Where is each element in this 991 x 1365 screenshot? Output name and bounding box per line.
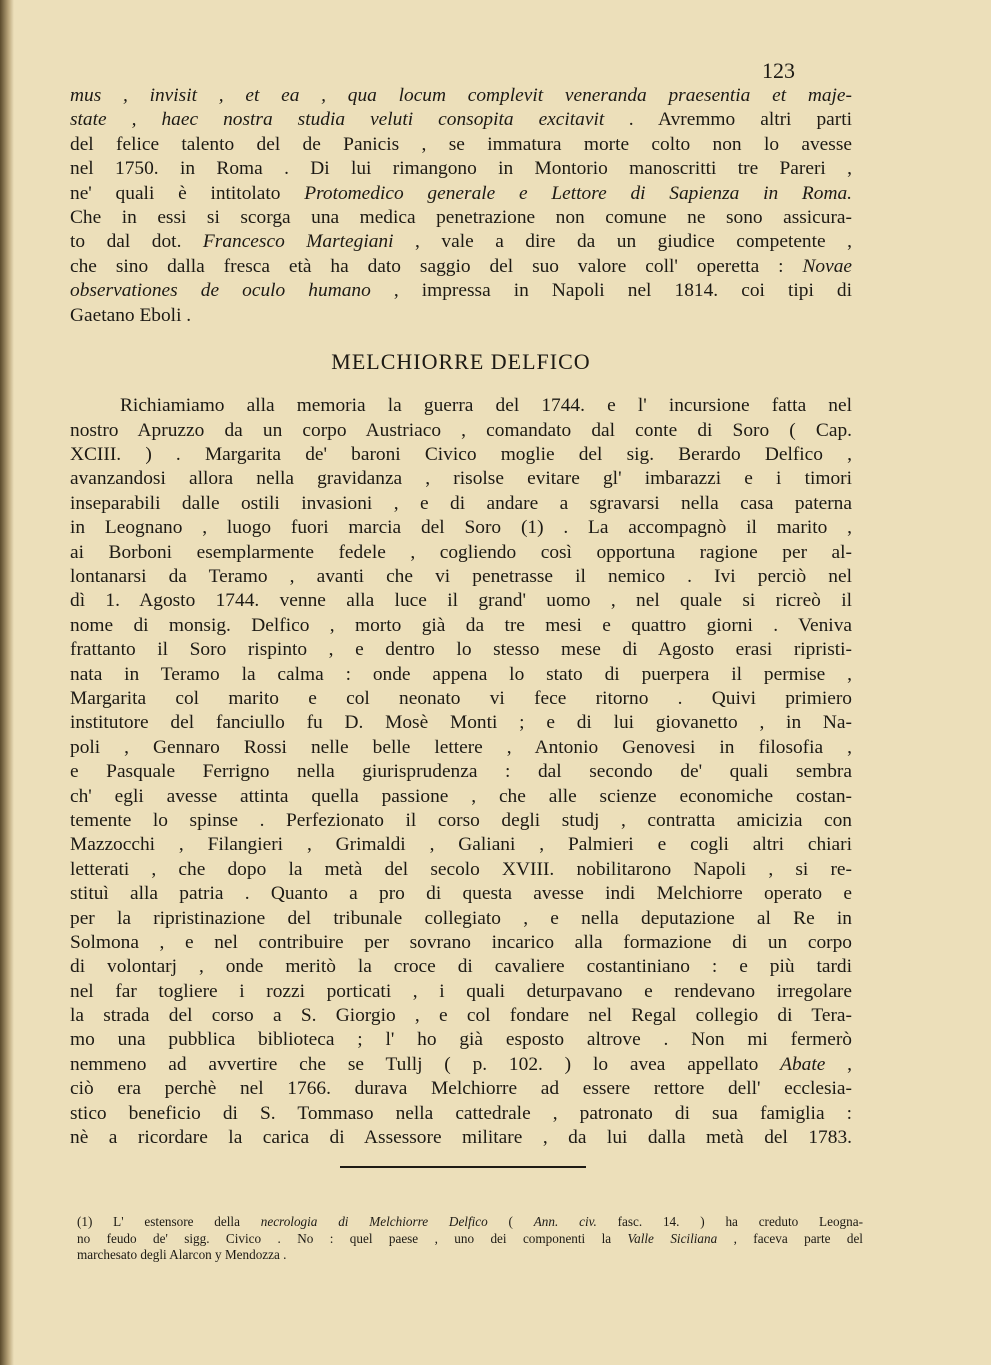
- text-line: state , haec nostra studia veluti consopita excitavit . Avremmo altri parti: [70, 109, 852, 131]
- text-line: ai Borboni esemplarmente fedele , cogliendo così opportuna ragione per al-: [70, 541, 852, 563]
- text-line: nel 1750. in Roma . Di lui rimangono in Montorio manoscritti tre Pareri ,: [70, 158, 852, 180]
- text-line: mo una pubblica biblioteca ; l' ho già esposto altrove . Non mi fermerò: [70, 1029, 852, 1051]
- text-line: letterati , che dopo la metà del secolo XVIII. nobilitarono Napoli , si re-: [70, 858, 852, 880]
- text-line: Margarita col marito e col neonato vi fece ritorno . Quivi primiero: [70, 688, 852, 709]
- paragraph-delpanicis: [70, 84, 852, 328]
- text-line: del felice talento del de Panicis , se immatura morte colto non lo avesse: [70, 133, 852, 155]
- text-line: institutore del fanciullo fu D. Mosè Monti ; e di lui giovanetto , in Na-: [70, 712, 852, 734]
- text-line: stico beneficio di S. Tommaso nella cattedrale , patronato di sua famiglia :: [70, 1102, 852, 1124]
- text-line: in Leognano , luogo fuori marcia del Soro (1) . La accompagnò il marito ,: [70, 517, 852, 539]
- text-line: Richiamiamo alla memoria la guerra del 1744. e l' incursione fatta nel: [120, 395, 852, 417]
- text-line: lontanarsi da Teramo , avanti che vi penetrasse il nemico . Ivi perciò nel: [70, 566, 852, 588]
- text-line: inseparabili dalle ostili invasioni , e di andare a sgravarsi nella casa paterna: [70, 492, 852, 514]
- text-line: ch' egli avesse attinta quella passione , che alle scienze economiche costan-: [70, 785, 852, 807]
- text-line: mus , invisit , et ea , qua locum complevit veneranda praesentia et maje-: [70, 85, 852, 106]
- text-line: e Pasquale Ferrigno nella giurisprudenza : dal secondo de' quali sembra: [70, 761, 852, 783]
- text-line: marchesato degli Alarcon y Mendozza .: [77, 1247, 287, 1262]
- text-line: di volontarj , onde meritò la croce di cavaliere costantiniano : e più tardi: [70, 956, 852, 978]
- text-line: Che in essi si scorga una medica penetrazione non comune ne sono assicura-: [70, 206, 852, 228]
- book-spine-shadow: [0, 0, 14, 1365]
- text-line: avanzandosi allora nella gravidanza , risolse evitare gl' imbarazzi e i timori: [70, 468, 852, 490]
- text-line: frattanto il Soro rispinto , e dentro lo stesso mese di Agosto erasi ripristi-: [70, 639, 852, 661]
- text-line: nè a ricordare la carica di Assessore militare , da lui dalla metà del 1783.: [70, 1127, 852, 1149]
- text-line: nel far togliere i rozzi porticati , i quali deturpavano e rendevano irregolare: [70, 980, 852, 1002]
- text-line: poli , Gennaro Rossi nelle belle lettere , Antonio Genovesi in filosofia ,: [70, 736, 852, 758]
- main-text: [70, 84, 852, 1150]
- text-line: nostro Apruzzo da un corpo Austriaco , comandato dal conte di Soro ( Cap.: [70, 419, 852, 441]
- section-title: MELCHIORRE DELFICO: [331, 348, 591, 374]
- text-line: che sino dalla fresca età ha dato saggio del suo valore coll' operetta : Novae: [70, 255, 852, 277]
- text-line: la strada del corso a S. Giorgio , e col fondare nel Regal collegio di Tera-: [70, 1005, 852, 1027]
- text-line: ciò era perchè nel 1766. durava Melchiorre ad essere rettore dell' ecclesia-: [70, 1078, 852, 1100]
- text-line: Solmona , e nel contribuire per sovrano incarico alla formazione di un corpo: [70, 931, 852, 953]
- text-line: nata in Teramo la calma : onde appena lo stato di puerpera il permise ,: [70, 663, 852, 685]
- text-line: XCIII. ) . Margarita de' baroni Civico moglie del sig. Berardo Delfico ,: [70, 444, 852, 466]
- text-line: Gaetano Eboli .: [70, 304, 192, 326]
- text-line: temente lo spinse . Perfezionato il corso degli studj , contratta amicizia con: [70, 809, 852, 831]
- text-line: no feudo de' sigg. Civico . No : quel paese , uno dei componenti la Valle Siciliana , faceva parte del: [77, 1230, 863, 1246]
- text-line: Mazzocchi , Filangieri , Grimaldi , Galiani , Palmieri e cogli altri chiari: [70, 834, 852, 856]
- text-line: stituì alla patria . Quanto a pro di questa avesse indi Melchiorre operato e: [70, 883, 852, 905]
- footnote: [77, 1214, 863, 1264]
- text-line: ne' quali è intitolato Protomedico generale e Lettore di Sapienza in Roma.: [70, 182, 852, 204]
- paragraph-delfico: [70, 394, 852, 1150]
- page-number: 123: [762, 58, 795, 83]
- text-line: per la ripristinazione del tribunale collegiato , e nella deputazione al Re in: [70, 907, 852, 929]
- text-line: nome di monsig. Delfico , morto già da tre mesi e quattro giorni . Veniva: [70, 614, 852, 636]
- text-line: (1) L' estensore della necrologia di Melchiorre Delfico ( Ann. civ. fasc. 14. ) ha creduto Leogna-: [77, 1214, 863, 1229]
- text-line: dì 1. Agosto 1744. venne alla luce il grand' uomo , nel quale si ricreò il: [70, 590, 852, 612]
- text-line: observationes de oculo humano , impressa in Napoli nel 1814. coi tipi di: [70, 280, 852, 302]
- text-line: to dal dot. Francesco Martegiani , vale a dire da un giudice competente ,: [70, 231, 852, 253]
- text-line: nemmeno ad avvertire che se Tullj ( p. 102. ) lo avea appellato Abate ,: [70, 1053, 852, 1075]
- footnote-separator: [340, 1166, 586, 1168]
